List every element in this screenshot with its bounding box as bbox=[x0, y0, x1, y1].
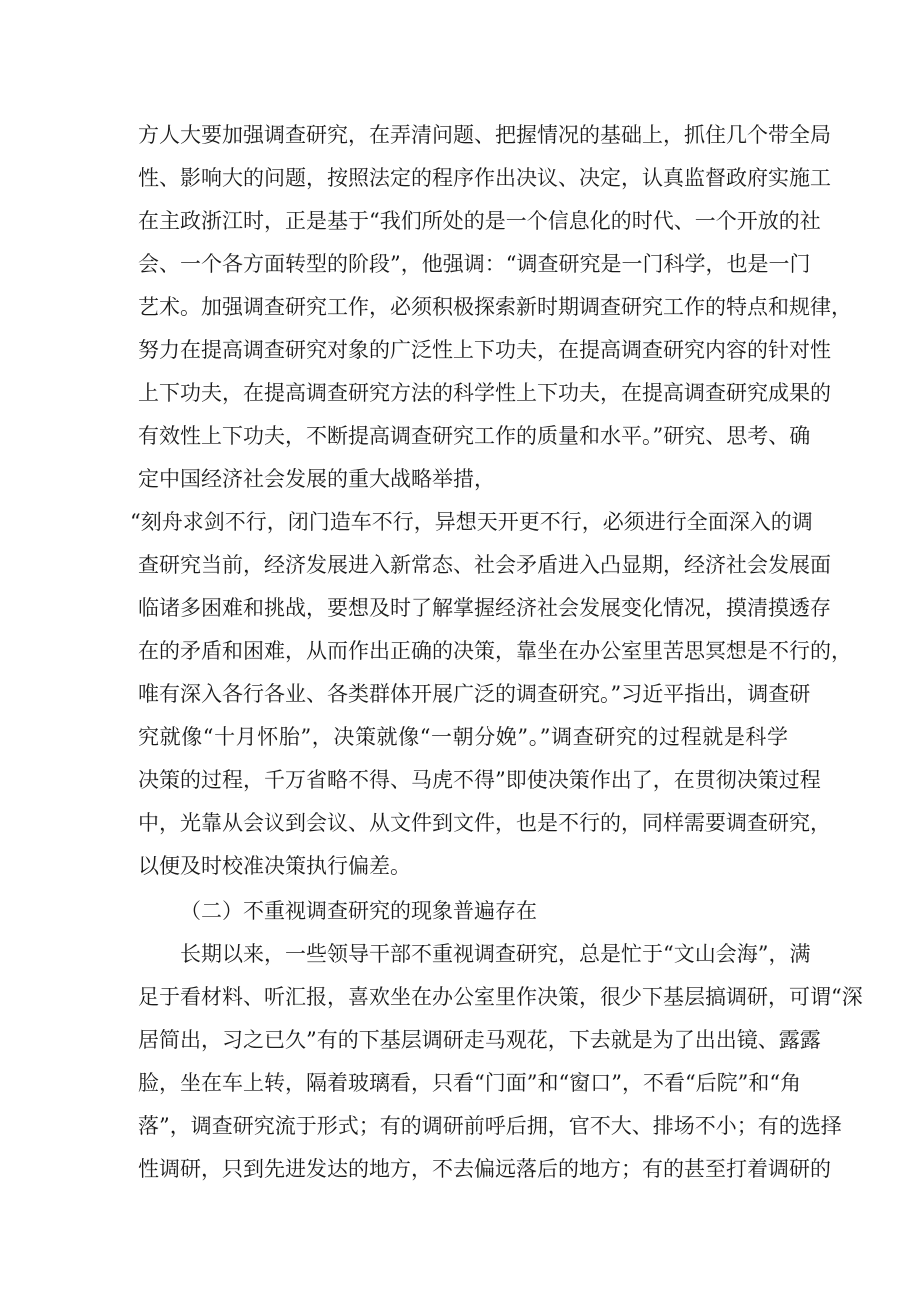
text-line: 临诸多困难和挑战，要想及时了解掌握经济社会发展变化情况，摸清摸透存 bbox=[138, 596, 831, 620]
text-line: 决策的过程，千万省略不得、马虎不得”即使决策作出了，在贯彻决策过程 bbox=[138, 768, 821, 792]
text-line: 中，光靠从会议到会议、从文件到文件，也是不行的，同样需要调查研究， bbox=[138, 811, 831, 835]
text-line: 定中国经济社会发展的重大战略举措， bbox=[138, 467, 495, 491]
text-line: 方人大要加强调查研究，在弄清问题、把握情况的基础上，抓住几个带全局 bbox=[138, 123, 831, 147]
text-line: 性、影响大的问题，按照法定的程序作出决议、决定，认真监督政府实施工 bbox=[138, 166, 831, 190]
text-line: 在主政浙江时，正是基于“我们所处的是一个信息化的时代、一个开放的社 bbox=[138, 209, 821, 233]
text-line: 努力在提高调查研究对象的广泛性上下功夫，在提高调查研究内容的针对性 bbox=[138, 338, 831, 362]
text-line: “刻舟求剑不行，闭门造车不行，异想天开更不行，必须进行全面深入的调 bbox=[130, 510, 813, 534]
text-line: 究就像“十月怀胎”，决策就像“一朝分娩”。”调查研究的过程就是科学 bbox=[138, 725, 788, 749]
text-line: 居简出，习之已久”有的下基层调研走马观花，下去就是为了出出镜、露露 bbox=[138, 1028, 821, 1052]
text-line: 会、一个各方面转型的阶段”，他强调：“调查研究是一门科学，也是一门 bbox=[138, 252, 811, 276]
text-line: 长期以来，一些领导干部不重视调查研究，总是忙于“文山会海”，满 bbox=[180, 942, 811, 966]
text-line: 性调研，只到先进发达的地方，不去偏远落后的地方；有的甚至打着调研的 bbox=[138, 1157, 831, 1181]
text-line: 在的矛盾和困难，从而作出正确的决策，靠坐在办公室里苦思冥想是不行的， bbox=[138, 639, 852, 663]
text-line: 唯有深入各行各业、各类群体开展广泛的调查研究。”习近平指出，调查研 bbox=[138, 682, 811, 706]
text-line: 艺术。加强调查研究工作，必须积极探索新时期调查研究工作的特点和规律， bbox=[138, 295, 852, 319]
text-line: 落”，调查研究流于形式；有的调研前呼后拥，官不大、排场不小；有的选择 bbox=[138, 1114, 842, 1138]
text-line: 以便及时校准决策执行偏差。 bbox=[138, 854, 411, 878]
text-line: 脸，坐在车上转，隔着玻璃看，只看“门面”和“窗口”，不看“后院”和“角 bbox=[138, 1071, 802, 1095]
text-line: 足于看材料、听汇报，喜欢坐在办公室里作决策，很少下基层搞调研，可谓“深 bbox=[138, 985, 863, 1009]
text-line: 有效性上下功夫，不断提高调查研究工作的质量和水平。”研究、思考、确 bbox=[138, 424, 811, 448]
text-line: 上下功夫，在提高调查研究方法的科学性上下功夫，在提高调查研究成果的 bbox=[138, 381, 831, 405]
text-line: 查研究当前，经济发展进入新常态、社会矛盾进入凸显期，经济社会发展面 bbox=[138, 553, 831, 577]
section-heading: （二）不重视调查研究的现象普遍存在 bbox=[180, 899, 537, 923]
